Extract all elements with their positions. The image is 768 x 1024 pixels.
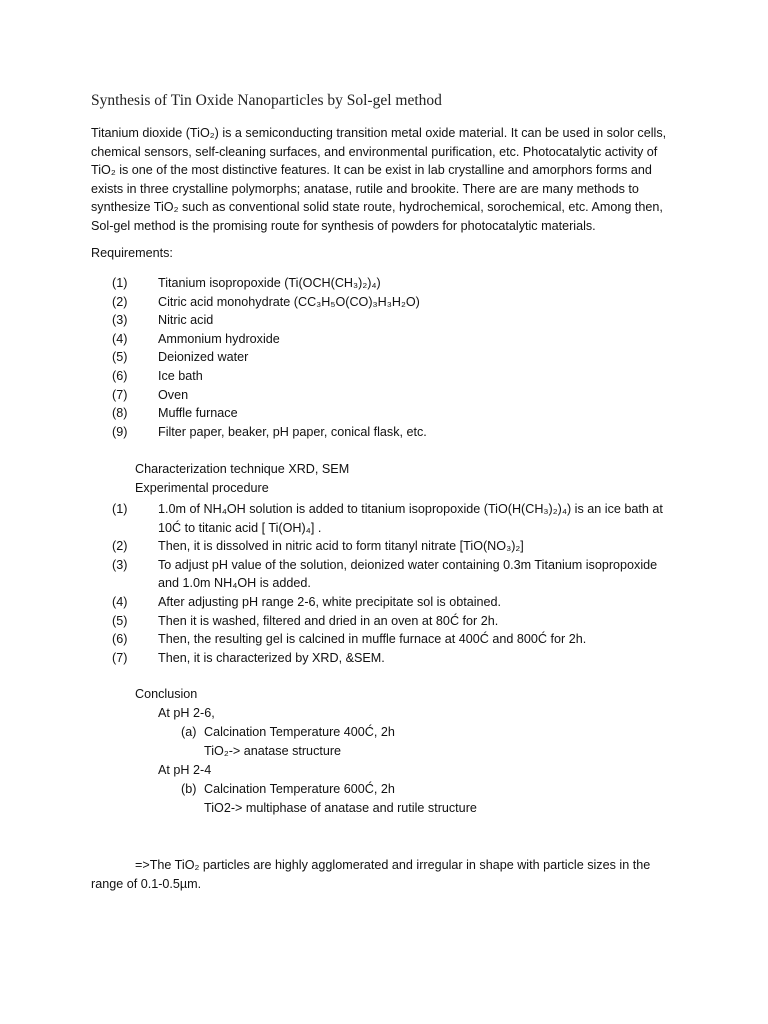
list-number: (3) [112,557,128,572]
conclusion-item-b-label: (b) [181,782,197,796]
requirements-heading: Requirements: [91,246,173,260]
intro-line: TiO₂ is one of the most distinctive features. It can be exist in lab crystalline and amorphors forms and [91,163,652,178]
intro-line: Titanium dioxide (TiO₂) is a semiconducting transition metal oxide material. It can be used in solor cells, [91,126,667,140]
list-number: (5) [112,613,128,628]
list-number: (6) [112,368,128,383]
list-number: (4) [112,331,128,346]
conclusion-item-a-line-1: Calcination Temperature 400Ć, 2h [204,725,395,739]
requirements-list [112,274,427,441]
characterization-heading: Characterization technique XRD, SEM [135,462,350,476]
list-text: Then, it is characterized by XRD, &SEM. [158,650,385,665]
conclusion-item-a-label: (a) [181,725,197,739]
procedure-heading: Experimental procedure [135,481,269,495]
list-text: Oven [158,387,189,402]
intro-line: chemical sensors, self-cleaning surfaces, and environmental purification, etc. Photocatalytic activity of [91,144,658,159]
list-text: Titanium isopropoxide (Ti(OCH(CH₃)₂)₄) [158,276,381,290]
list-number: (6) [112,632,128,647]
list-text: Deionized water [158,350,249,365]
procedure-list [112,500,663,667]
list-text-continued: 10Ć to titanic acid [ Ti(OH)₄] . [158,520,322,535]
intro-line: synthesize TiO₂ such as conventional solid state route, hydrochemical, sorochemical, etc. Among then, [91,200,663,215]
list-text: After adjusting pH range 2-6, white precipitate sol is obtained. [158,594,502,609]
list-number: (5) [112,350,128,365]
list-number: (3) [112,313,128,328]
list-text: Muffle furnace [158,406,238,421]
final-statement-line-1: =>The TiO₂ particles are highly agglomerated and irregular in shape with particle sizes in the [135,858,651,872]
list-item [112,612,663,631]
conclusion-item-b-line-1: Calcination Temperature 600Ć, 2h [204,782,395,796]
list-text: Nitric acid [158,313,214,328]
list-number: (7) [112,650,128,665]
list-item [112,404,427,423]
conclusion-item-b-line-2: TiO2-> multiphase of anatase and rutile structure [204,801,477,815]
list-text: 1.0m of NH₄OH solution is added to titanium isopropoxide (TiO(H(CH₃)₂)₄) is an ice bath at [158,502,663,516]
list-number: (2) [112,539,128,554]
list-item [112,593,663,612]
list-item [112,386,427,405]
list-item [112,330,427,349]
conclusion-ph-2: At pH 2-4 [158,763,212,777]
list-number: (8) [112,406,128,421]
list-text: Citric acid monohydrate (CC₃H₅O(CO)₃H₃H₂O) [158,294,420,309]
intro-paragraph [91,124,691,236]
list-item [112,348,427,367]
list-item [112,630,663,649]
list-text-continued: and 1.0m NH₄OH is added. [158,576,311,591]
list-item [112,274,427,293]
conclusion-heading: Conclusion [135,687,198,701]
list-text: Ammonium hydroxide [158,331,280,346]
list-item [112,500,663,537]
conclusion-ph-1: At pH 2-6, [158,706,215,720]
list-item [112,293,427,312]
list-item [112,537,663,556]
list-item [112,423,427,442]
list-item [112,556,663,593]
conclusion-item-a-line-2: TiO₂-> anatase structure [204,744,342,758]
list-number: (9) [112,424,128,439]
list-text: Then, the resulting gel is calcined in muffle furnace at 400Ć and 800Ć for 2h. [158,632,587,647]
list-number: (2) [112,294,128,309]
final-statement-line-2: range of 0.1-0.5µm. [91,877,202,891]
list-item [112,311,427,330]
document-title: Synthesis of Tin Oxide Nanoparticles by Sol-gel method [91,92,442,109]
list-text: Then it is washed, filtered and dried in an oven at 80Ć for 2h. [158,613,499,628]
intro-line: Sol-gel method is the promising route for synthesis of powders for photocatalytic materials. [91,218,596,233]
list-text: Filter paper, beaker, pH paper, conical flask, etc. [158,424,427,439]
list-text: Ice bath [158,368,203,383]
list-number: (4) [112,594,128,609]
list-number: (1) [112,502,128,516]
list-number: (1) [112,276,128,290]
list-item [112,367,427,386]
list-text: Then, it is dissolved in nitric acid to form titanyl nitrate [TiO(NO₃)₂] [158,539,524,554]
list-text: To adjust pH value of the solution, deionized water containing 0.3m Titanium isopropoxide [158,557,658,572]
intro-line: exists in three crystalline polymorphs; anatase, rutile and brookite. There are are many methods to [91,181,639,196]
list-item [112,649,663,668]
list-number: (7) [112,387,128,402]
